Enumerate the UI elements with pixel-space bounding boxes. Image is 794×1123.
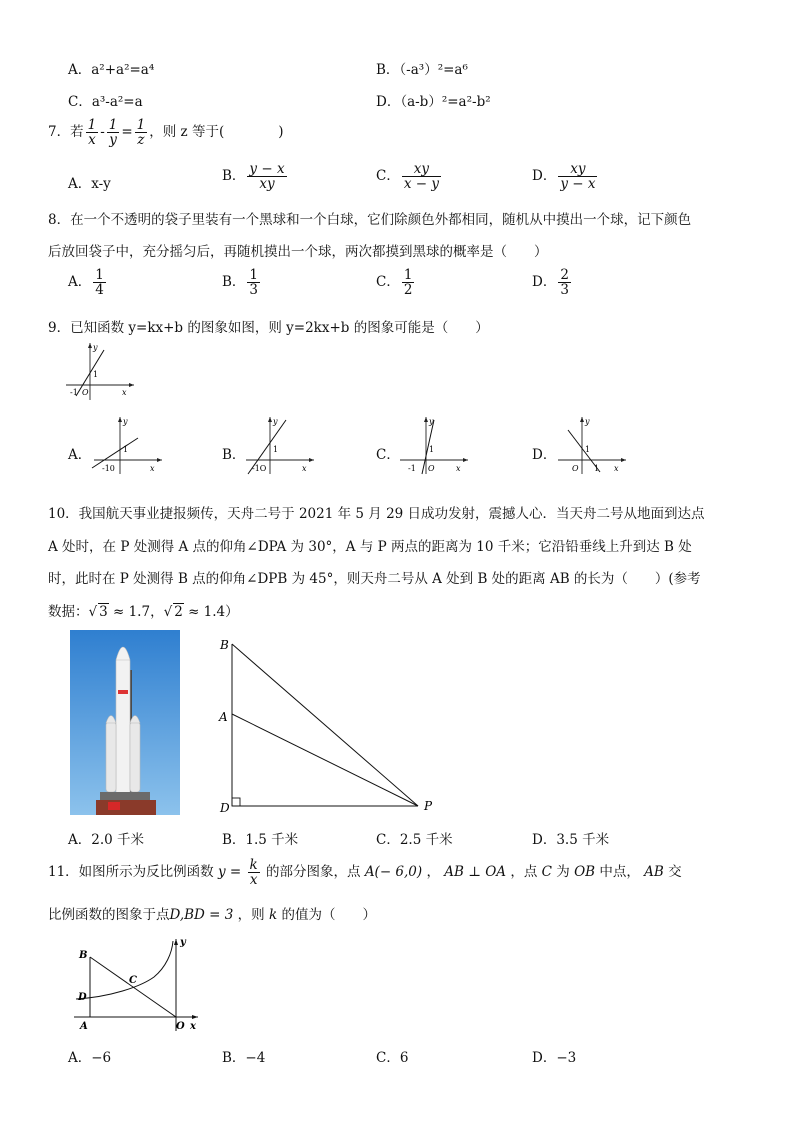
q10-stem-line4: 数据：√ 3 ≈ 1.7，√ 2 ≈ 1.4）: [48, 604, 239, 620]
right-angle-mark: [232, 798, 240, 806]
q6-option-a: A．a²+a²=a⁴: [68, 62, 155, 78]
launch-pad: [96, 800, 156, 815]
q10-stem-line1: 10．我国航天事业捷报频传，天舟二号于 2021 年 5 月 29 日成功发射，震撼人心．当天舟二号从地面到达点: [48, 506, 705, 522]
tick-neg1: -1: [70, 388, 78, 397]
svg-text:y: y: [585, 417, 590, 426]
hyperbola-curve: [76, 941, 173, 999]
q11-option-d: D．−3: [532, 1050, 577, 1066]
y-label: y: [93, 343, 98, 352]
q8-option-a: A． $\frac{1}{4}$: [68, 267, 104, 299]
svg-text:1: 1: [585, 445, 591, 454]
q6-option-b: B．（-a³）²=a⁶: [376, 62, 468, 78]
q10-stem-line3: 时，此时在 P 处测得 B 点的仰角∠DPB 为 45°，则天舟二号从 A 处到 B 处的距离 AB 的长为（ ）(参考: [48, 571, 701, 587]
q9-given-graph: [62, 340, 138, 402]
svg-text:-1O: -1O: [252, 464, 267, 473]
q10-option-d: D．3.5 千米: [532, 832, 610, 848]
q9-option-b-label: B．: [222, 447, 246, 463]
svg-text:1: 1: [123, 445, 129, 454]
label-y: y: [180, 937, 186, 948]
rocket-photo: [70, 630, 180, 815]
q6-option-c: C．a³-a²=a: [68, 94, 143, 110]
q7-prefix: 7．若: [48, 124, 84, 141]
label-O: O: [176, 1021, 185, 1032]
origin-label: O: [82, 388, 89, 397]
q11-hyperbola-figure: [70, 935, 210, 1035]
svg-text:x: x: [614, 464, 619, 473]
q6-option-d: D．（a-b）²=a²-b²: [376, 94, 491, 110]
q8-option-c: C． $\frac{1}{2}$: [376, 267, 413, 299]
q7-frac-z: $\frac{1}{z}$: [136, 117, 146, 149]
q10-stem-line2: A 处时，在 P 处测得 A 点的仰角∠DPA 为 30°，A 与 P 两点的距离为 10 千米；它沿铅垂线上升到达 B 处: [48, 539, 692, 555]
segment-AP: [232, 714, 418, 806]
q10-triangle-figure: [210, 630, 450, 820]
q7-frac-x: $\frac{1}{x}$: [87, 117, 97, 149]
q8-option-d: D． $\frac{2}{3}$: [532, 267, 569, 299]
tick-1: 1: [93, 370, 99, 379]
label-x: x: [190, 1021, 196, 1032]
q9-option-c-graph: [396, 414, 472, 476]
svg-text:x: x: [456, 464, 461, 473]
q8-stem-line1: 8．在一个不透明的袋子里装有一个黑球和一个白球，它们除颜色外都相同，随机从中摸出一个球，记下颜色: [48, 212, 692, 228]
label-A: A: [80, 1021, 88, 1032]
q10-option-b: B．1.5 千米: [222, 832, 299, 848]
label-B: B: [79, 950, 88, 961]
q9-option-c-label: C．: [376, 447, 400, 463]
q10-option-c: C．2.5 千米: [376, 832, 453, 848]
label-D: D: [220, 801, 230, 815]
segment-BO: [90, 957, 176, 1017]
booster-right: [130, 722, 140, 792]
svg-text:y: y: [273, 417, 278, 426]
q8-option-b: B． $\frac{1}{3}$: [222, 267, 259, 299]
svg-text:O: O: [428, 464, 435, 473]
sqrt-3: 3: [99, 604, 108, 620]
q10-option-a: A．2.0 千米: [68, 832, 145, 848]
q11-option-a: A．−6: [68, 1050, 112, 1066]
svg-text:x: x: [150, 464, 155, 473]
q9-option-a-graph: [90, 414, 166, 476]
label-P: P: [424, 799, 433, 813]
booster-left: [106, 722, 116, 792]
svg-text:-10: -10: [102, 464, 115, 473]
svg-text:-1: -1: [408, 464, 416, 473]
q11-option-b: B．−4: [222, 1050, 266, 1066]
label-B: B: [220, 638, 229, 652]
q7-option-d: D． $\frac{xy}{y - x}$: [532, 161, 596, 193]
q7-option-b: B． $\frac{y - x}{xy}$: [222, 161, 285, 193]
svg-text:1: 1: [594, 464, 600, 473]
q7-option-a: A．x-y: [68, 176, 111, 192]
flag: [108, 802, 120, 810]
q9-stem: 9．已知函数 y=kx+b 的图象如图，则 y=2kx+b 的图象可能是（ ）: [48, 320, 489, 336]
q11-stem-line1: 11．如图所示为反比例函数 y = $\frac{k}{x}$ 的部分图象，点 A(− 6,0) ， AB ⊥ OA ，点 C 为 OB 中点， AB 交: [48, 857, 682, 889]
q7-option-c: C． $\frac{xy}{x - y}$: [376, 161, 439, 193]
q9-option-d-graph: [554, 414, 630, 476]
q8-stem-line2: 后放回袋子中，充分摇匀后，再随机摸出一个球，两次都摸到黑球的概率是（ ）: [48, 244, 548, 260]
q9-option-b-graph: [242, 414, 318, 476]
svg-text:y: y: [123, 417, 128, 426]
label-D: D: [78, 992, 87, 1003]
label-C: C: [129, 975, 137, 986]
svg-text:1: 1: [273, 445, 279, 454]
q7-suffix: ，则 z 等于( ): [149, 124, 284, 141]
q7-stem: 7．若 $\frac{1}{x}$ - $\frac{1}{y}$ = $\frac{1}{z}$ ，则 z 等于( ): [48, 117, 284, 149]
svg-text:O: O: [572, 464, 579, 473]
q9-option-d-label: D．: [532, 447, 557, 463]
svg-text:1: 1: [429, 445, 435, 454]
svg-text:x: x: [302, 464, 307, 473]
segment-BP: [232, 644, 418, 806]
q11-frac-k-x: $\frac{k}{x}$: [249, 857, 258, 889]
q11-option-c: C．6: [376, 1050, 409, 1066]
q9-option-a-label: A．: [68, 447, 92, 463]
rocket-core: [116, 658, 130, 798]
sqrt-2: 2: [174, 604, 183, 620]
x-label: x: [122, 388, 127, 397]
label-A: A: [219, 710, 228, 724]
q7-frac-y: $\frac{1}{y}$: [108, 117, 118, 149]
q11-stem-line2: 比例函数的图象于点D,BD = 3 ，则 k 的值为（ ）: [48, 907, 376, 923]
svg-text:y: y: [429, 417, 434, 426]
